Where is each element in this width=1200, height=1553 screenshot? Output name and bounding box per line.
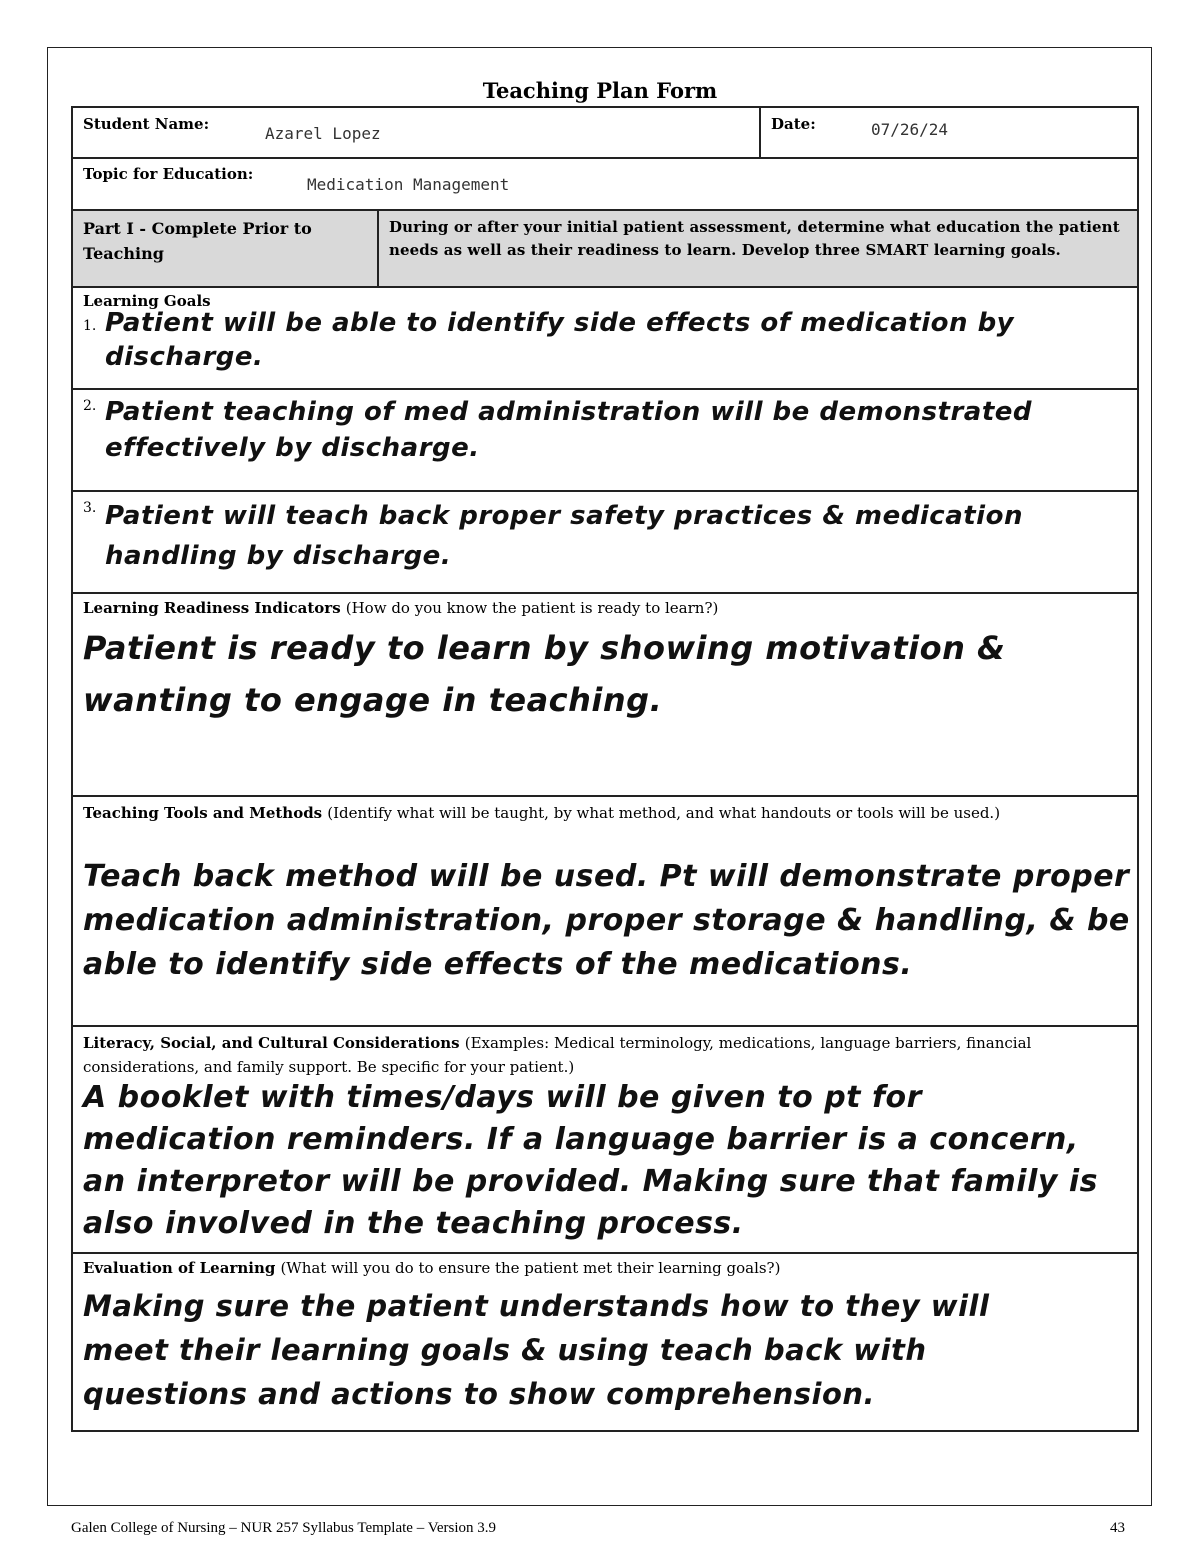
learning-goals-label: Learning Goals <box>83 292 211 310</box>
date-value[interactable]: 07/26/24 <box>871 120 949 139</box>
readiness-label: Learning Readiness Indicators <box>83 599 341 617</box>
page-number: 43 <box>1110 1520 1125 1536</box>
goal-2-text[interactable]: Patient teaching of med administration will be demonstrated effectively by discharge. <box>105 397 1033 463</box>
goal-1-number: 1. <box>83 318 97 334</box>
form-title: Teaching Plan Form <box>482 78 718 103</box>
part1-label: Part I - Complete Prior to Teaching <box>83 219 312 263</box>
topic-value[interactable]: Medication Management <box>307 175 510 194</box>
topic-label: Topic for Education: <box>83 165 254 183</box>
literacy-row <box>71 1025 1139 1254</box>
goal-2-number: 2. <box>83 398 97 414</box>
date-label: Date: <box>771 115 816 133</box>
evaluation-prompt: (What will you do to ensure the patient met their learning goals?) <box>280 1259 781 1277</box>
tools-answer[interactable]: Teach back method will be used. Pt will demonstrate proper medication administration, proper storage & handling, & be able to identify side effects of the medications. <box>83 859 1130 982</box>
readiness-answer[interactable]: Patient is ready to learn by showing motivation & wanting to engage in teaching. <box>83 629 1006 719</box>
student-name-label: Student Name: <box>83 115 210 133</box>
teaching-tools-row <box>71 795 1139 1027</box>
student-date-row <box>71 106 1139 159</box>
evaluation-label: Evaluation of Learning <box>83 1259 276 1277</box>
topic-row <box>71 157 1139 211</box>
student-name-value[interactable]: Azarel Lopez <box>265 124 381 143</box>
goal-3-number: 3. <box>83 500 97 516</box>
learning-goal-1-row <box>71 286 1139 390</box>
goal-3-text[interactable]: Patient will teach back proper safety practices & medication handling by discharge. <box>105 501 1023 571</box>
part1-instructions: During or after your initial patient assessment, determine what education the patient needs as well as their readiness to learn. Develop three SMART learning goals. <box>389 218 1120 259</box>
literacy-answer[interactable]: A booklet with times/days will be given to pt for medication reminders. If a language barrier is a concern, an interpretor will be provided. Making sure that family is also involved in the teaching process. <box>83 1080 1099 1241</box>
part1-header-row <box>71 209 1139 288</box>
readiness-prompt: (How do you know the patient is ready to learn?) <box>345 599 719 617</box>
evaluation-answer[interactable]: Making sure the patient understands how to they will meet their learning goals & using teach back with questions and actions to show comprehension. <box>83 1289 990 1411</box>
literacy-label: Literacy, Social, and Cultural Considerations <box>83 1034 460 1052</box>
evaluation-row <box>71 1252 1139 1432</box>
tools-label: Teaching Tools and Methods <box>83 804 323 822</box>
readiness-row <box>71 592 1139 797</box>
tools-prompt: (Identify what will be taught, by what method, and what handouts or tools will be used.) <box>327 804 1001 822</box>
footer-text: Galen College of Nursing – NUR 257 Syllabus Template – Version 3.9 <box>71 1520 497 1536</box>
learning-goal-3-row <box>71 490 1139 594</box>
learning-goal-2-row <box>71 388 1139 492</box>
goal-1-text[interactable]: Patient will be able to identify side effects of medication by discharge. <box>105 308 1015 372</box>
literacy-prompt: (Examples: Medical terminology, medications, language barriers, financial considerations, and family support. Be specific for your patient.) <box>83 1034 1032 1076</box>
